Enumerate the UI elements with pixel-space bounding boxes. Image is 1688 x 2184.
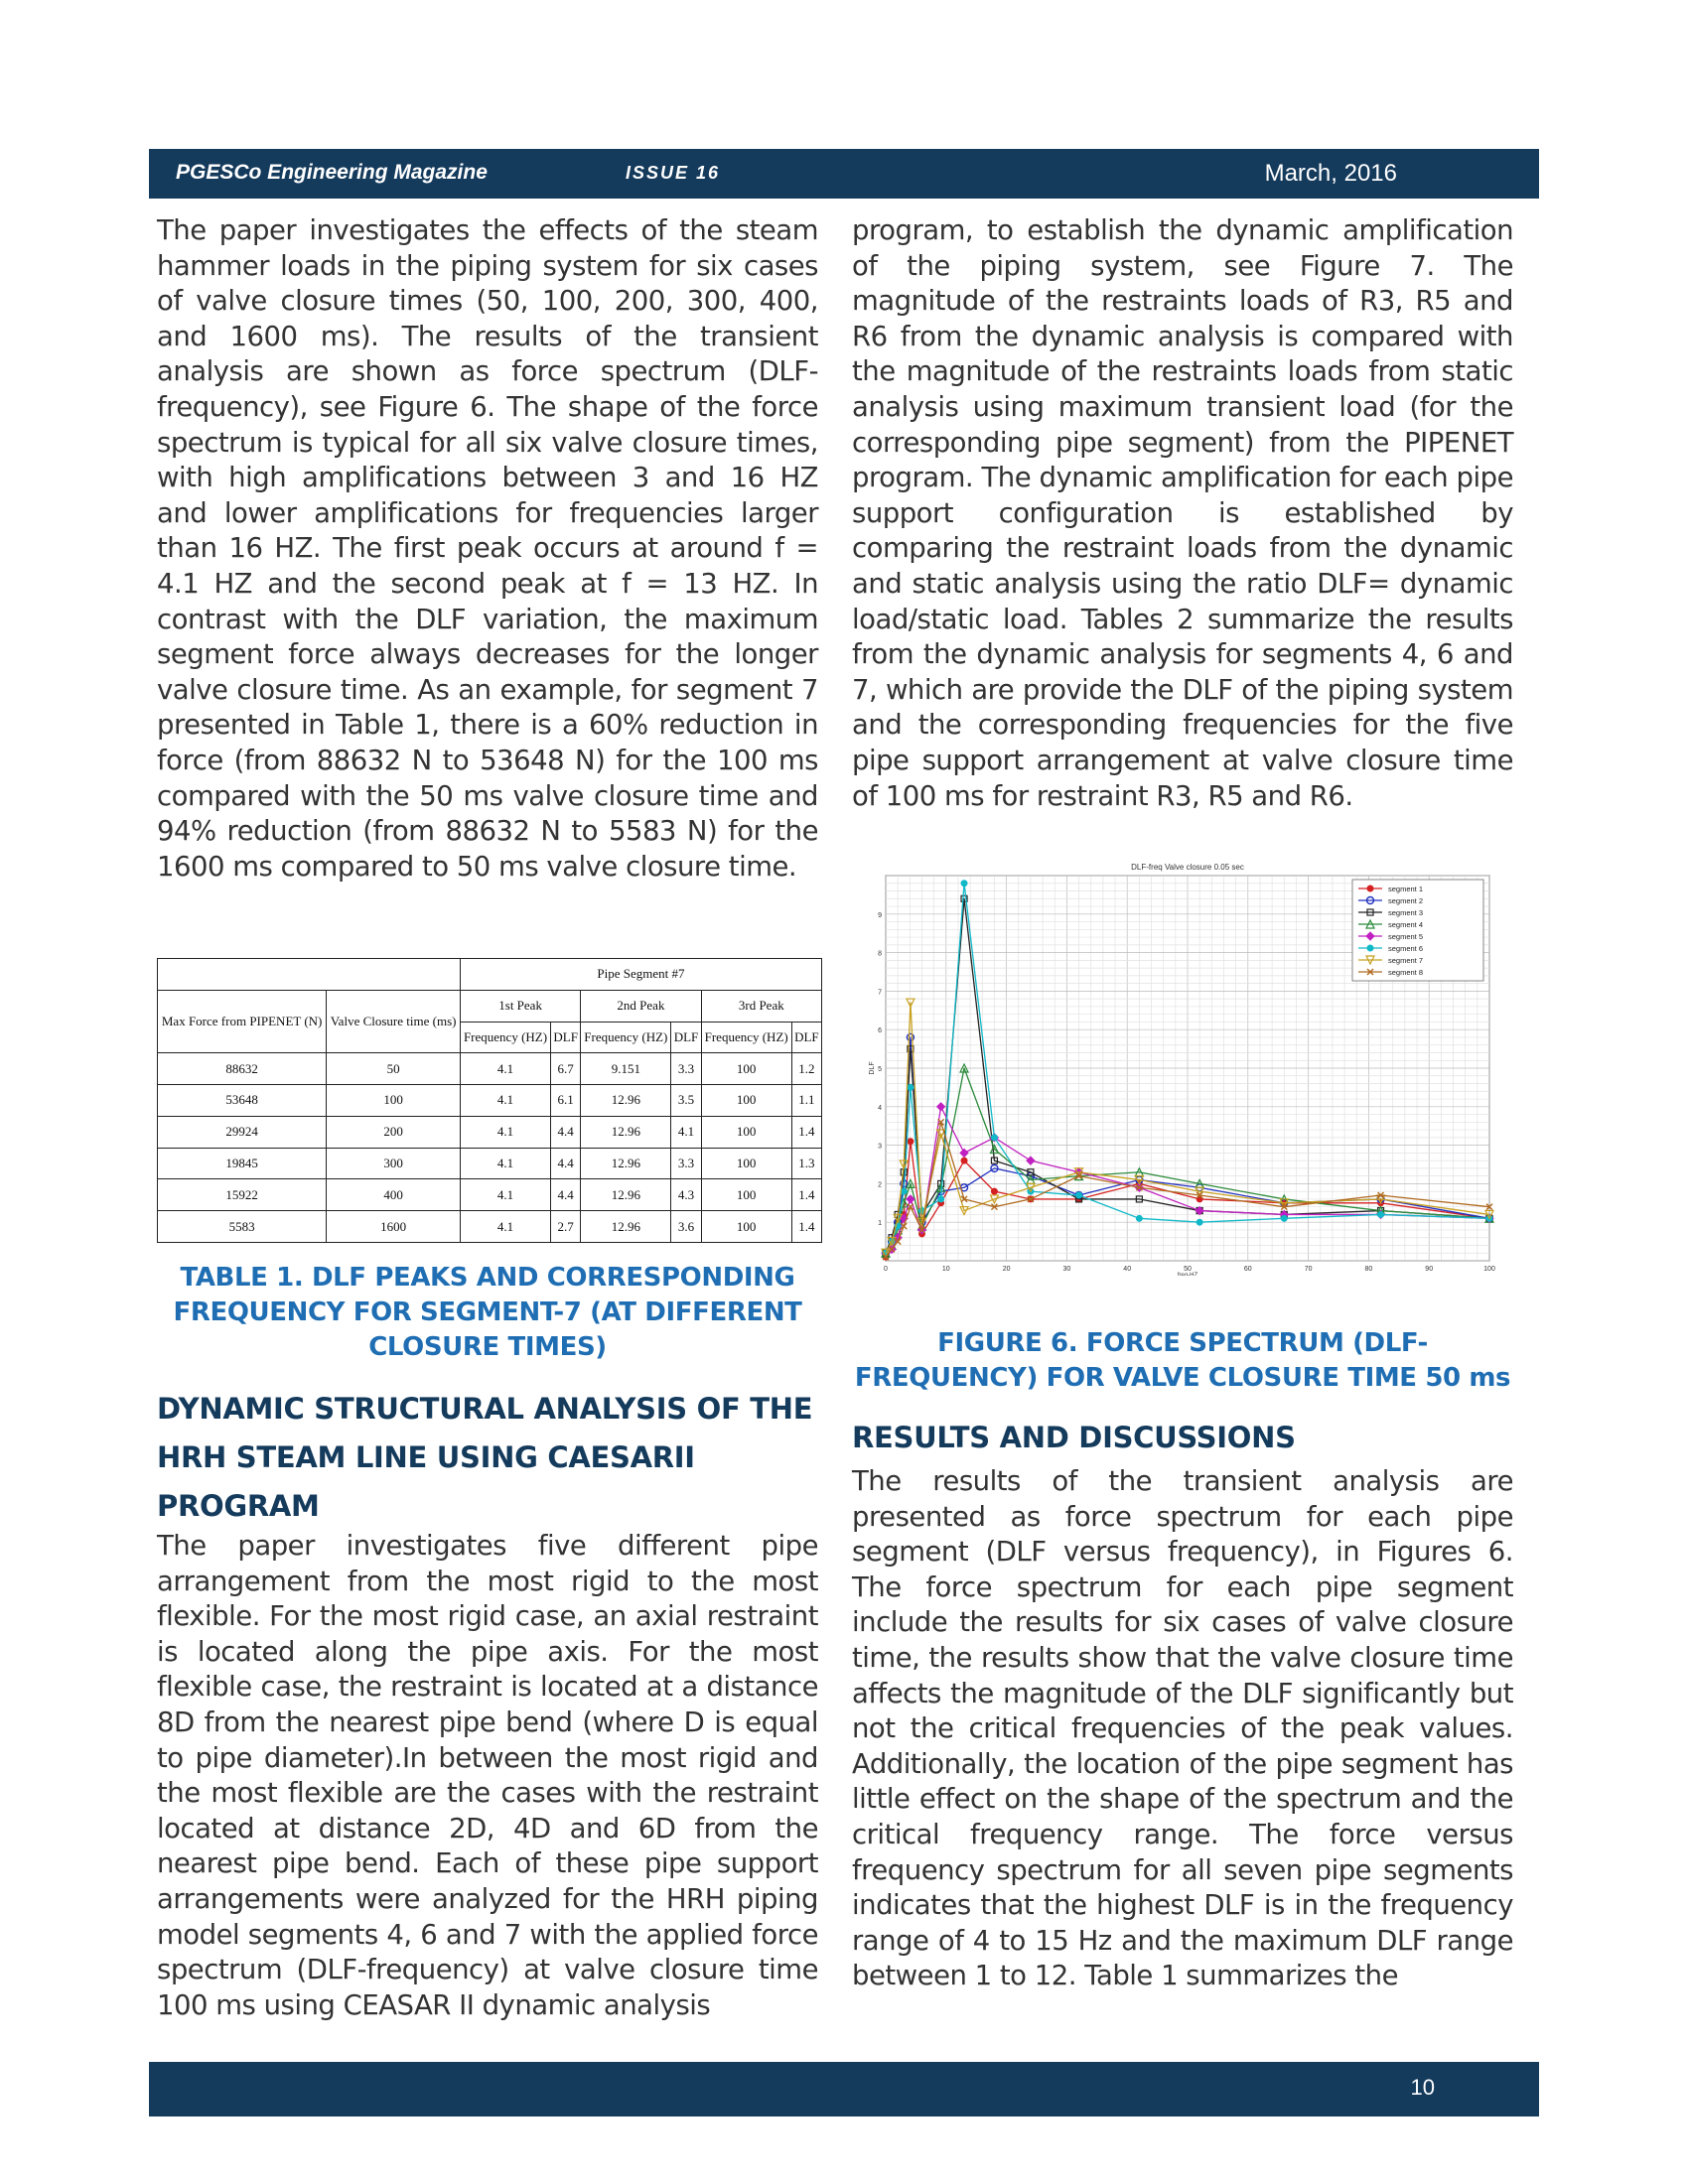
table-cell: 6.1 — [551, 1085, 581, 1117]
data-point — [1136, 1215, 1142, 1221]
footer-bar — [149, 2062, 1539, 2116]
col-header-peak-1: 1st Peak — [460, 990, 580, 1022]
table-cell: 4.1 — [460, 1053, 550, 1085]
issue-date: March, 2016 — [1264, 160, 1397, 187]
table-cell: 12.96 — [581, 1179, 671, 1211]
table-cell: 400 — [327, 1179, 461, 1211]
legend-label: segment 6 — [1388, 944, 1424, 953]
table-cell: 1.4 — [791, 1116, 821, 1148]
y-tick-label: 4 — [878, 1104, 882, 1112]
x-tick-label: 100 — [1483, 1266, 1495, 1273]
x-tick-label: 40 — [1123, 1266, 1132, 1273]
y-tick-label: 7 — [878, 989, 882, 997]
data-point — [901, 1188, 907, 1194]
x-tick-label: 30 — [1062, 1266, 1071, 1273]
table-cell: 88632 — [158, 1053, 327, 1085]
legend-label: segment 4 — [1388, 920, 1424, 929]
table-cell: 6.7 — [551, 1053, 581, 1085]
issue-label: ISSUE 16 — [626, 163, 721, 183]
table-cell: 15922 — [158, 1179, 327, 1211]
y-tick-label: 3 — [878, 1143, 882, 1151]
table-cell: 1.2 — [791, 1053, 821, 1085]
data-point — [991, 1188, 997, 1194]
y-axis-label: DLF — [869, 1061, 876, 1075]
table-cell: 29924 — [158, 1116, 327, 1148]
data-point — [1076, 1192, 1082, 1198]
data-point — [938, 1196, 944, 1202]
table-row — [158, 1085, 822, 1117]
table-cell: 100 — [701, 1211, 791, 1243]
subheader-freq: Frequency (HZ) — [581, 1022, 671, 1053]
table-row — [158, 1211, 822, 1243]
table-cell: 2.7 — [551, 1211, 581, 1243]
x-tick-label: 70 — [1304, 1266, 1313, 1273]
right-paragraph-2: The results of the transient analysis are presented as force spectrum for each pipe segment (DLF versus frequency), in Figures 6. The force spectrum for each pipe segment include the results for six cases of valve closure time, the results show that the valve closure time affects the magnitude of the DLF significantly but not the critical frequencies of the peak values. Additionally, the location of the pipe segment has little effect on the shape of the spectrum and the critical frequency range. The force versus frequency spectrum for all seven pipe segments indicates that the highest DLF is in the frequency range of 4 to 15 Hz and the maximum DLF range between 1 to 12. Table 1 summarizes the — [852, 1465, 1513, 1992]
subheader-dlf: DLF — [551, 1022, 581, 1053]
legend-label: segment 5 — [1388, 932, 1424, 941]
x-tick-label: 0 — [884, 1266, 888, 1273]
table-cell: 100 — [701, 1116, 791, 1148]
table-cell: 53648 — [158, 1085, 327, 1117]
table-cell: 4.4 — [551, 1148, 581, 1179]
table-cell: 12.96 — [581, 1116, 671, 1148]
table-cell: 300 — [327, 1148, 461, 1179]
table-cell: 100 — [701, 1148, 791, 1179]
y-tick-label: 6 — [878, 1027, 882, 1035]
table-cell: 12.96 — [581, 1211, 671, 1243]
y-tick-label: 1 — [878, 1220, 882, 1228]
table-cell: 9.151 — [581, 1053, 671, 1085]
y-tick-label: 5 — [878, 1066, 882, 1073]
x-tick-label: 80 — [1364, 1266, 1373, 1273]
page-number: 10 — [1410, 2075, 1435, 2100]
table-1 — [157, 958, 822, 1243]
legend-label: segment 7 — [1388, 956, 1424, 965]
table-cell: 3.3 — [671, 1053, 701, 1085]
table-1-caption: TABLE 1. DLF PEAKS AND CORRESPONDING FREQUENCY FOR SEGMENT-7 (AT DIFFERENT CLOSURE TIMES) — [173, 1263, 802, 1362]
subheader-dlf: DLF — [791, 1022, 821, 1053]
data-point — [1281, 1215, 1287, 1221]
data-point — [961, 1158, 967, 1163]
data-point — [961, 881, 967, 887]
x-tick-label: 50 — [1184, 1266, 1192, 1273]
y-tick-label: 8 — [878, 950, 882, 958]
table-cell: 4.1 — [460, 1148, 550, 1179]
chart-title: DLF-freq Valve closure 0.05 sec — [1131, 863, 1244, 872]
table-title-row — [158, 959, 822, 991]
table-cell: 4.1 — [460, 1179, 550, 1211]
table-cell: 3.6 — [671, 1211, 701, 1243]
subheader-freq: Frequency (HZ) — [460, 1022, 550, 1053]
data-point — [1367, 945, 1373, 951]
figure-6 — [864, 854, 1499, 1276]
y-tick-label: 2 — [878, 1181, 882, 1189]
table-row — [158, 1053, 822, 1085]
data-point — [991, 1135, 997, 1141]
table-cell: 50 — [327, 1053, 461, 1085]
section-heading-caesar: DYNAMIC STRUCTURAL ANALYSIS OF THE HRH STEAM LINE USING CAESARII PROGRAM — [157, 1392, 813, 1523]
table-cell: 5583 — [158, 1211, 327, 1243]
force-spectrum-chart — [864, 854, 1499, 1276]
legend-label: segment 8 — [1388, 968, 1424, 977]
data-point — [1367, 886, 1373, 891]
table-cell: 12.96 — [581, 1085, 671, 1117]
subheader-freq: Frequency (HZ) — [701, 1022, 791, 1053]
col-header-peak-2: 2nd Peak — [581, 990, 701, 1022]
header-bar — [149, 149, 1539, 199]
table-cell: 4.4 — [551, 1179, 581, 1211]
table-cell: 3.5 — [671, 1085, 701, 1117]
legend-label: segment 2 — [1388, 896, 1424, 905]
table-title: Pipe Segment #7 — [460, 959, 821, 991]
table-cell: 1.3 — [791, 1148, 821, 1179]
table-cell: 100 — [701, 1179, 791, 1211]
figure-6-caption: FIGURE 6. FORCE SPECTRUM (DLF-FREQUENCY) FOR VALVE CLOSURE TIME 50 ms — [854, 1328, 1511, 1393]
x-tick-label: 20 — [1002, 1266, 1011, 1273]
col-header-peak-3: 3rd Peak — [701, 990, 821, 1022]
table-cell: 100 — [701, 1085, 791, 1117]
x-tick-label: 90 — [1425, 1266, 1434, 1273]
table-cell: 12.96 — [581, 1148, 671, 1179]
table-cell: 4.3 — [671, 1179, 701, 1211]
x-tick-label: 60 — [1243, 1266, 1252, 1273]
legend-box — [1352, 880, 1483, 981]
table-row — [158, 1179, 822, 1211]
left-paragraph-2: The paper investigates five different pipe arrangement from the most rigid to the most flexible. For the most rigid case, an axial restraint is located along the pipe axis. For the most flexible case, the restraint is located at a distance 8D from the nearest pipe bend (where D is equal to pipe diameter).In between the most rigid and the most flexible are the cases with the restraint located at distance 2D, 4D and 6D from the nearest pipe bend. Each of these pipe support arrangements were analyzed for the HRH piping model segments 4, 6 and 7 with the applied force spectrum (DLF-frequency) at valve closure time 100 ms using CEASAR II dynamic analysis — [157, 1530, 818, 2021]
legend-label: segment 1 — [1388, 885, 1424, 893]
subheader-dlf: DLF — [671, 1022, 701, 1053]
table-cell: 4.1 — [460, 1211, 550, 1243]
table-cell: 100 — [701, 1053, 791, 1085]
x-tick-label: 10 — [941, 1266, 950, 1273]
col-header-time: Valve Closure time (ms) — [327, 990, 461, 1053]
col-header-force: Max Force from PIPENET (N) — [158, 990, 327, 1053]
table-cell: 4.1 — [460, 1085, 550, 1117]
table-row — [158, 1148, 822, 1179]
table-cell: 1600 — [327, 1211, 461, 1243]
data-point — [1196, 1219, 1202, 1225]
table-cell: 4.1 — [460, 1116, 550, 1148]
table-cell: 19845 — [158, 1148, 327, 1179]
data-point — [908, 1139, 914, 1145]
left-paragraph-1: The paper investigates the effects of the steam hammer loads in the piping system for six cases of valve closure times (50, 100, 200, 300, 400, and 1600 ms). The results of the transient analysis are shown as force spectrum (DLF-frequency), see Figure 6. The shape of the force spectrum is typical for all six valve closure times, with high amplifications between 3 and 16 HZ and lower amplifications for frequencies larger than 16 HZ. The first peak occurs at around f = 4.1 HZ and the second peak at f = 13 HZ. In contrast with the DLF variation, the maximum segment force always decreases for the longer valve closure time. As an example, for segment 7 presented in Table 1, there is a 60% reduction in force (from 88632 N to 53648 N) for the 100 ms compared with the 50 ms valve closure time and 94% reduction (from 88632 N to 5583 N) for the 1600 ms compared to 50 ms valve closure time. — [157, 214, 818, 883]
table-cell: 1.4 — [791, 1179, 821, 1211]
data-point — [1378, 1211, 1384, 1217]
table-cell: 3.3 — [671, 1148, 701, 1179]
x-axis-label: freq-HZ — [1177, 1273, 1198, 1276]
table-cell: 100 — [327, 1085, 461, 1117]
magazine-title: PGESCo Engineering Magazine — [176, 161, 488, 184]
legend-label: segment 3 — [1388, 908, 1424, 917]
table-row — [158, 1116, 822, 1148]
right-paragraph-1: program, to establish the dynamic amplification of the piping system, see Figure 7. The magnitude of the restraints loads of R3, R5 and R6 from the dynamic analysis is compared with the magnitude of the restraints loads from static analysis using maximum transient load (for the corresponding pipe segment) from the PIPENET program. The dynamic amplification for each pipe support configuration is established by comparing the restraint loads from the dynamic and static analysis using the ratio DLF= dynamic load/static load. Tables 2 summarize the results from the dynamic analysis for segments 4, 6 and 7, which are provide the DLF of the piping system and the corresponding frequencies for the five pipe support arrangement at valve closure time of 100 ms for restraint R3, R5 and R6. — [852, 214, 1513, 812]
table-cell: 4.4 — [551, 1116, 581, 1148]
y-tick-label: 9 — [878, 911, 882, 919]
data-point — [908, 1084, 914, 1090]
table-cell: 4.1 — [671, 1116, 701, 1148]
table-cell: 1.1 — [791, 1085, 821, 1117]
section-heading-results: RESULTS AND DISCUSSIONS — [852, 1421, 1296, 1454]
table-cell: 200 — [327, 1116, 461, 1148]
table-header-row — [158, 990, 822, 1022]
table-cell: 1.4 — [791, 1211, 821, 1243]
